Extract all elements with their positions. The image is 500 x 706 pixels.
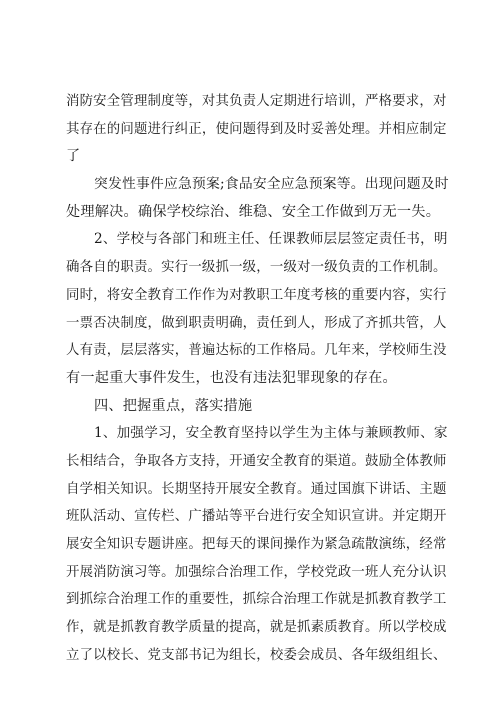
text-line: 2、学校与各部门和班主任、任课教师层层签定责任书，明 bbox=[94, 231, 448, 248]
document-body bbox=[66, 88, 450, 669]
text-line: 人有责，层层落实，普遍达标的工作格局。几年来，学校师生没 bbox=[66, 343, 447, 359]
text-line: 四、把握重点，落实措施 bbox=[94, 397, 253, 414]
text-line: 处理解决。确保学校综治、维稳、安全工作做到万无一失。 bbox=[66, 203, 441, 220]
text-line: 一票否决制度，做到职责明确，责任到人，形成了齐抓共管，人 bbox=[66, 315, 447, 331]
text-line: 长相结合，争取各方支持，开通安全教育的渠道。鼓励全体教师 bbox=[66, 453, 447, 469]
text-line: 了 bbox=[66, 148, 81, 165]
text-line: 有一起重大事件发生，也没有违法犯罪现象的存在。 bbox=[66, 369, 397, 386]
text-line: 开展消防演习等。加强综合治理工作，学校党政一班人充分认识 bbox=[66, 564, 447, 580]
text-line: 展安全知识专题讲座。把每天的课间操作为紧急疏散演练，经常 bbox=[66, 537, 447, 552]
text-line: 突发性事件应急预案;食品安全应急预案等。出现问题及时 bbox=[94, 176, 449, 193]
text-line: 确各自的职责。实行一级抓一级，一级对一级负责的工作机制。 bbox=[66, 260, 447, 276]
text-line: 自学相关知识。长期坚持开展安全教育。通过国旗下讲话、主题 bbox=[66, 481, 447, 497]
text-line: 消防安全管理制度等，对其负责人定期进行培训，严格要求，对 bbox=[66, 94, 447, 109]
text-line: 同时，将安全教育工作作为对教职工年度考核的重要内容，实行 bbox=[66, 287, 447, 303]
text-line: 到抓综合治理工作的重要性，抓综合治理工作就是抓教育教学工 bbox=[66, 592, 447, 608]
text-line: 立了以校长、党支部书记为组长，校委会成员、各年级组组长、 bbox=[66, 647, 447, 663]
text-line: 班队活动、宣传栏、广播站等平台进行安全知识宣讲。并定期开 bbox=[66, 509, 447, 525]
text-line: 作，就是抓教育教学质量的提高，就是抓素质教育。所以学校成 bbox=[66, 620, 447, 636]
text-line: 1、加强学习，安全教育坚持以学生为主体与兼顾教师、家 bbox=[94, 425, 448, 442]
text-line: 其存在的问题进行纠正，使问题得到及时妥善处理。并相应制定 bbox=[66, 121, 447, 137]
